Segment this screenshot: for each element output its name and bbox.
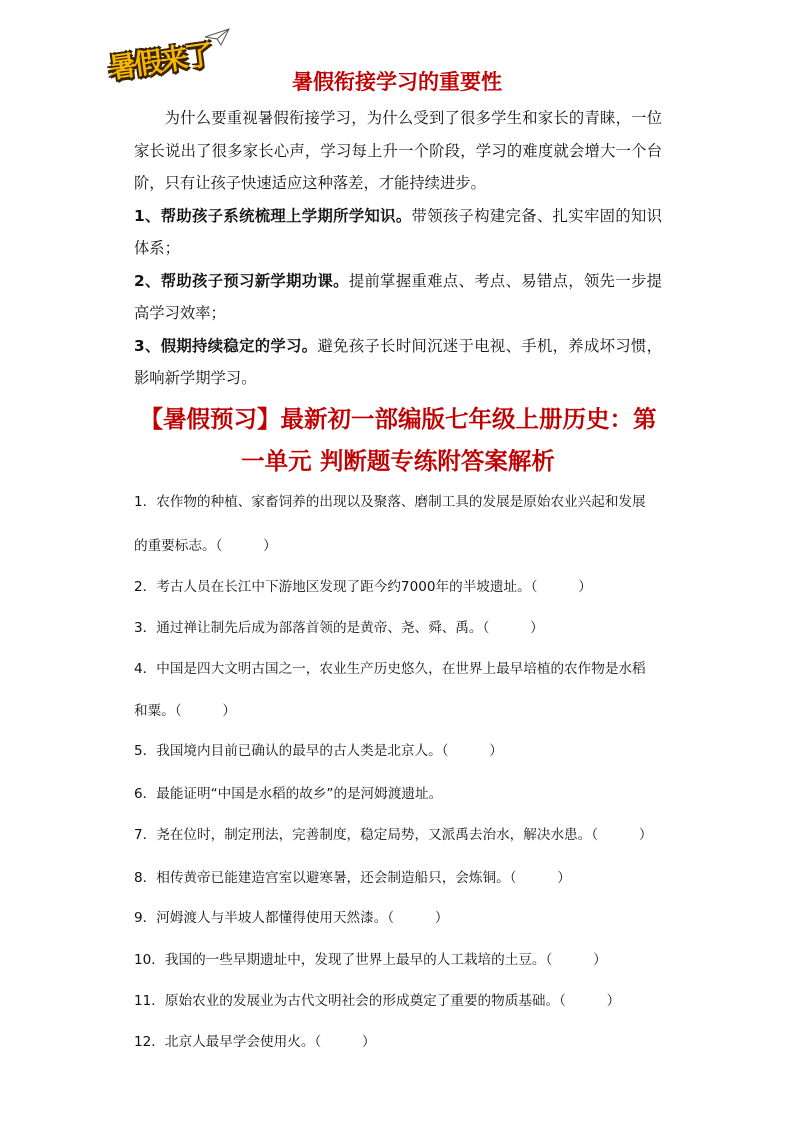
intro-point-bold: 1、帮助孩子系统梳理上学期所学知识。 [134,206,412,225]
question-11: 11．原始农业的发展业为古代文明社会的形成奠定了重要的物质基础。（ ） [134,993,621,1009]
question-4 [134,659,664,721]
question-text: 1．农作物的种植、家畜饲养的出现以及聚落、磨制工具的发展是原始农业兴起和发展 [134,494,646,510]
title-line-2: 一单元 判断题专练附答案解析 [241,447,555,475]
question-2: 2．考古人员在长江中下游地区发现了距今约7000年的半坡遗址。（ ） [134,579,592,595]
question-3: 3．通过禅让制先后成为部落首领的是黄帝、尧、舜、禹。（ ） [134,620,544,636]
intro-point-bold: 2、帮助孩子预习新学期功课。 [134,271,349,290]
question-8: 8．相传黄帝已能建造宫室以避寒暑，还会制造船只，会炼铜。（ ） [134,870,571,886]
page-heading: 暑假衔接学习的重要性 [292,70,502,94]
logo-text: 暑假来了 [106,37,215,86]
question-10: 10．我国的一些早期遗址中，发现了世界上最早的人工栽培的土豆。（ ） [134,952,607,968]
intro-point-2 [134,265,662,330]
intro-paragraph: 为什么要重视暑假衔接学习，为什么受到了很多学生和家长的青睐，一位家长说出了很多家长心声，学习每上升一个阶段，学习的难度就会增大一个台阶，只有让孩子快速适应这种落差，才能持续进步。 [134,109,662,192]
intro-point-text: 提前掌握重难点、考点、易错点，领先一步提高学习效率； [134,271,662,322]
question-text: 4．中国是四大文明古国之一，农业生产历史悠久，在世界上最早培植的农作物是水稻 [134,661,646,677]
title-line-1: 【暑假预习】最新初一部编版七年级上册历史：第 [139,405,657,433]
question-6: 6．最能证明“中国是水稻的故乡”的是河姆渡遗址。 [134,786,443,802]
paper-plane-icon [204,28,230,46]
intro-point-bold: 3、假期持续稳定的学习。 [134,336,318,355]
worksheet-title [134,398,662,482]
question-text-cont: 和粟。（ ） [134,703,236,719]
intro-point-text: 带领孩子构建完备、扎实牢固的知识体系； [134,206,662,257]
intro-point-text: 避免孩子长时间沉迷于电视、手机，养成坏习惯，影响新学期学习。 [134,336,662,387]
question-9: 9．河姆渡人与半坡人都懂得使用天然漆。（ ） [134,910,449,926]
question-7: 7．尧在位时，制定刑法，完善制度，稳定局势，又派禹去治水，解决水患。（ ） [134,827,653,843]
intro-point-3 [134,330,662,395]
question-text-cont: 的重要标志。（ ） [134,538,277,554]
intro-section [134,102,662,395]
question-1 [134,492,664,556]
intro-point-1 [134,200,662,265]
question-5: 5．我国境内目前已确认的最早的古人类是北京人。（ ） [134,743,503,759]
question-12: 12．北京人最早学会使用火。（ ） [134,1034,376,1050]
